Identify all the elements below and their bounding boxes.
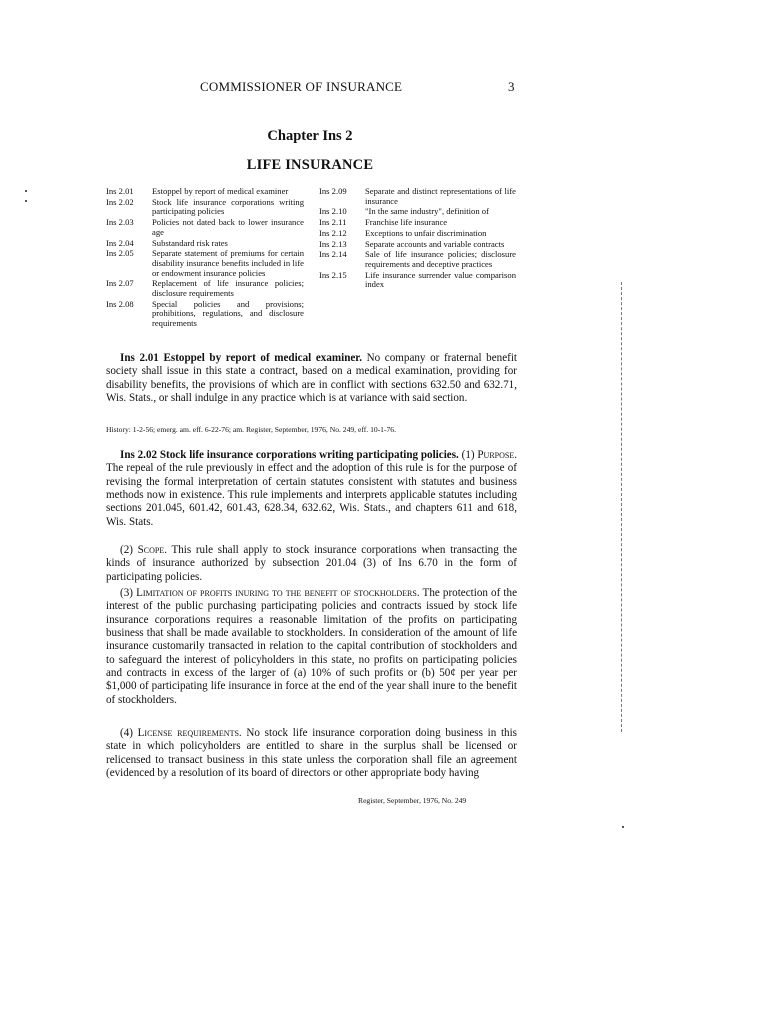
toc-title: Life insurance surrender value comparison index [365, 269, 516, 290]
toc-number: Ins 2.03 [106, 217, 134, 228]
history-note: History: 1-2-56; emerg. am. eff. 6-22-76; am. Register, September, 1976, No. 249, eff. 10-1-76. [106, 425, 397, 434]
section-paragraph [106, 352, 517, 405]
toc-title: Substandard risk rates [152, 237, 228, 248]
section-text: No stock life insurance corporation doing business in this state in which policyholders are entitled to share in the surplus shall be licensed or relicensed to transact business in this state unless the corporation shall file an agreement (evidenced by a resolution of its board of directors or other appropriate body having [106, 727, 517, 779]
toc-number: Ins 2.09 [319, 186, 347, 196]
section-text: No company or fraternal benefit society shall issue in this state a contract, based on a medical examination, providing for disability benefits, the provisions of which are in conflict with sections 632.50 and 632.71, Wis. Stats., or shall indulge in any practice which is at variance with said section. [106, 352, 517, 404]
toc-title: Separate and distinct representations of life insurance [365, 186, 516, 206]
running-head: COMMISSIONER OF INSURANCE [200, 79, 403, 94]
toc-entry [319, 250, 516, 269]
toc-title: Stock life insurance corporations writing participating policies [152, 196, 304, 217]
toc-number: Ins 2.13 [319, 238, 347, 249]
subsection-scope [106, 544, 517, 584]
toc-title: Sale of life insurance policies; disclosure requirements and deceptive practices [365, 249, 516, 269]
subsection-label: (2) Scope. [120, 544, 167, 556]
toc-entry [106, 279, 304, 298]
toc-title: Exceptions to unfair discrimination [365, 227, 487, 238]
chapter-title: Chapter Ins 2 [267, 128, 353, 144]
scan-speck [622, 826, 624, 828]
toc-entry [319, 271, 516, 290]
toc-number: Ins 2.14 [319, 249, 347, 260]
section-paragraph [106, 587, 517, 707]
section-paragraph [106, 727, 517, 780]
toc-number: Ins 2.02 [106, 196, 134, 207]
toc-entry [106, 300, 304, 329]
toc-title: Separate statement of premiums for certain disability insurance benefits included in life or endowment insurance policies [152, 248, 304, 278]
toc-entry [319, 240, 516, 250]
toc-number: Ins 2.05 [106, 248, 134, 259]
subsection-label: (3) Limitation of profits inuring to the benefit of stockholders. [120, 587, 420, 599]
toc-number: Ins 2.10 [319, 206, 347, 217]
toc-number: Ins 2.11 [319, 217, 347, 228]
toc-number: Ins 2.15 [319, 269, 347, 280]
toc-title: Franchise life insurance [365, 217, 448, 228]
toc-entry [319, 218, 516, 228]
toc-title: Special policies and provisions; prohibitions, regulations, and disclosure requirements [152, 298, 304, 329]
scan-speck [25, 190, 27, 192]
section-text: This rule shall apply to stock insurance corporations when transacting the kinds of insurance authorized by subsection 201.04 (3) of Ins 6.70 in the form of participating policies. [106, 544, 517, 583]
section-heading: Ins 2.01 Estoppel by report of medical examiner. [120, 352, 362, 364]
toc-entry [106, 239, 304, 249]
section-text: The protection of the interest of the public purchasing participating policies and contracts issued by stock life insurance corporations requires a reasonable limitation of the profits on participating business that shall be made available to stockholders. In consideration of the amount of life insurance customarily transacted in relation to the capital contribution of stockholders and to safeguard the interest of policyholders in this state, no profits on participating policies and contracts in excess of the larger of (a) 10% of such profits or (b) 50¢ per year per $1,000 of participating life insurance in force at the end of the year shall inure to the benefit of stockholders. [106, 587, 517, 706]
toc-title: Replacement of life insurance policies; disclosure requirements [152, 278, 304, 299]
section-ins-2-02 [106, 449, 517, 529]
toc-right-column [319, 187, 516, 291]
toc-number: Ins 2.12 [319, 227, 347, 238]
section-ins-2-01 [106, 352, 517, 405]
subsection-license [106, 727, 517, 780]
register-footer: Register, September, 1976, No. 249 [358, 796, 467, 805]
subsection-limitation [106, 587, 517, 707]
toc-title: "In the same industry", definition of [365, 206, 489, 217]
toc-number: Ins 2.08 [106, 298, 134, 309]
toc-entry [106, 249, 304, 278]
toc-title: Estoppel by report of medical examiner [152, 186, 289, 196]
section-paragraph [106, 449, 517, 529]
toc-number: Ins 2.01 [106, 186, 134, 196]
section-heading: Ins 2.02 Stock life insurance corporations writing participating policies. [120, 449, 459, 461]
toc-entry [106, 187, 304, 197]
toc-title: Policies not dated back to lower insurance age [152, 217, 304, 237]
toc-entry [106, 198, 304, 217]
toc-number: Ins 2.07 [106, 278, 134, 289]
scan-speck [25, 200, 27, 202]
section-text: The repeal of the rule previously in effect and the adoption of this rule is for the purpose of revising the formal interpretation of certain statutes consistent with statutes and business methods now in existence. This rule implements and interprets applicable statutes including sections 201.045, 601.42, 601.43, 628.34, 632.62, Wis. Stats., and chapters 611 and 618, Wis. Stats. [106, 462, 517, 528]
chapter-subtitle: LIFE INSURANCE [246, 157, 374, 173]
toc-number: Ins 2.04 [106, 237, 134, 248]
subsection-label: (4) License requirements. [120, 727, 242, 739]
toc-left-column [106, 187, 304, 330]
section-paragraph [106, 544, 517, 584]
toc-entry [319, 207, 516, 217]
toc-title: Separate accounts and variable contracts [365, 238, 505, 249]
page-number: 3 [508, 79, 515, 94]
subsection-label: (1) Purpose. [461, 449, 518, 461]
revision-margin-bar [621, 282, 623, 732]
toc-entry [319, 229, 516, 239]
toc-entry [106, 218, 304, 237]
toc-entry [319, 187, 516, 206]
